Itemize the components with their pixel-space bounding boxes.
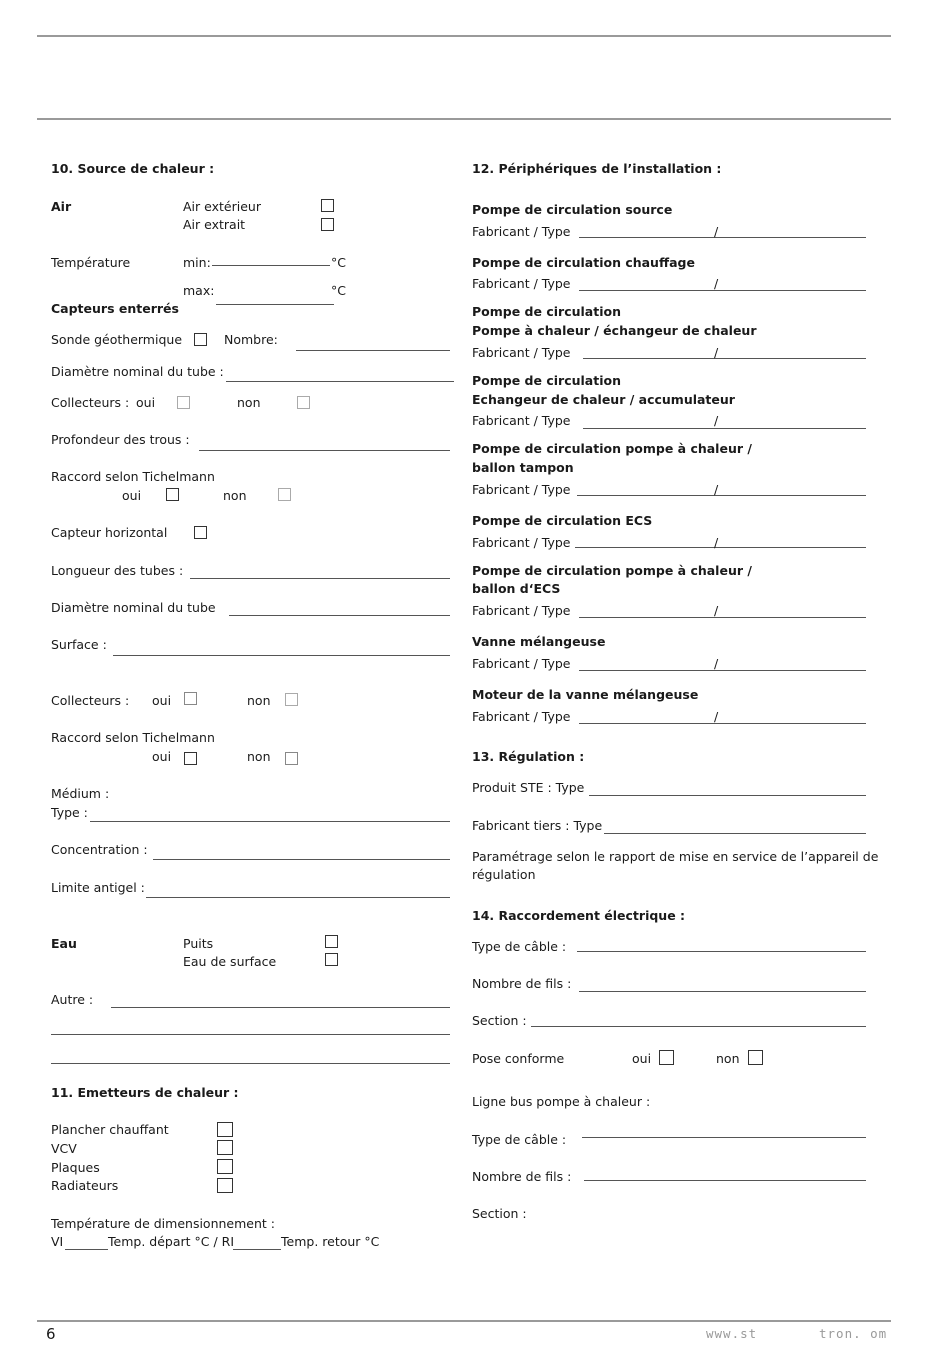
nombre-fils-field[interactable] bbox=[579, 991, 866, 992]
raccord-2-non-checkbox[interactable] bbox=[285, 752, 298, 765]
pose-non-checkbox[interactable] bbox=[748, 1050, 763, 1065]
capteurs-enterres-heading: Capteurs enterrés bbox=[51, 301, 179, 316]
temp-max-field[interactable] bbox=[216, 304, 334, 305]
sonde-label: Sonde géothermique bbox=[51, 332, 183, 347]
type-cable-label: Type de câble : bbox=[472, 939, 567, 954]
section-12-title: 12. Périphériques de l’installation : bbox=[472, 161, 722, 176]
profondeur-field[interactable] bbox=[199, 450, 450, 451]
pompe-ecs-heading: Pompe de circulation ECS bbox=[472, 513, 653, 528]
vanne-melangeuse-slash: / bbox=[714, 656, 719, 671]
pompe-chauffage-field[interactable] bbox=[579, 290, 866, 291]
pompe-tampon-field[interactable] bbox=[577, 495, 866, 496]
raccord-2-oui-checkbox[interactable] bbox=[184, 752, 197, 765]
pompe-tampon-fab-label: Fabricant / Type bbox=[472, 482, 571, 497]
temp-depart-label: Temp. départ °C / RI bbox=[108, 1234, 235, 1249]
temp-min-unit: °C bbox=[331, 255, 346, 270]
pompe-ecs-field[interactable] bbox=[575, 547, 866, 548]
produit-ste-label: Produit STE : Type bbox=[472, 780, 585, 795]
fabricant-tiers-label: Fabricant tiers : Type bbox=[472, 818, 603, 833]
fabricant-tiers-field[interactable] bbox=[604, 833, 866, 834]
pompe-ballon-ecs-slash: / bbox=[714, 603, 719, 618]
pompe-source-heading: Pompe de circulation source bbox=[472, 202, 673, 217]
parametrage-text-1: Paramétrage selon le rapport de mise en service de l’appareil de bbox=[472, 849, 879, 864]
page-number: 6 bbox=[46, 1325, 56, 1343]
pompe-accumulateur-field[interactable] bbox=[583, 428, 866, 429]
pompe-accumulateur-slash: / bbox=[714, 413, 719, 428]
diametre-1-label: Diamètre nominal du tube : bbox=[51, 364, 224, 379]
pompe-echangeur-slash: / bbox=[714, 345, 719, 360]
pompe-chauffage-slash: / bbox=[714, 276, 719, 291]
header-top-rule bbox=[37, 35, 891, 37]
limite-antigel-field[interactable] bbox=[146, 897, 450, 898]
pose-conforme-label: Pose conforme bbox=[472, 1051, 565, 1066]
air-extrait-checkbox[interactable] bbox=[321, 218, 334, 231]
emetteur-vcv-checkbox[interactable] bbox=[217, 1140, 233, 1155]
eau-de-surface-checkbox[interactable] bbox=[325, 953, 338, 966]
raccord-1-oui-checkbox[interactable] bbox=[166, 488, 179, 501]
longueur-field[interactable] bbox=[190, 578, 450, 579]
pompe-tampon-heading-2: ballon tampon bbox=[472, 460, 574, 475]
concentration-label: Concentration : bbox=[51, 842, 148, 857]
pompe-tampon-slash: / bbox=[714, 482, 719, 497]
medium-type-field[interactable] bbox=[90, 821, 450, 822]
collecteurs-2-label: Collecteurs : bbox=[51, 693, 130, 708]
pompe-ballon-ecs-field[interactable] bbox=[579, 617, 866, 618]
air-label: Air bbox=[51, 199, 72, 214]
pompe-ballon-ecs-heading-1: Pompe de circulation pompe à chaleur / bbox=[472, 563, 752, 578]
raccord-1-non-label: non bbox=[223, 488, 247, 503]
collecteurs-2-non-label: non bbox=[247, 693, 271, 708]
pompe-ballon-ecs-fab-label: Fabricant / Type bbox=[472, 603, 571, 618]
pose-oui-checkbox[interactable] bbox=[659, 1050, 674, 1065]
parametrage-text-2: régulation bbox=[472, 867, 536, 882]
pompe-source-field[interactable] bbox=[579, 237, 866, 238]
collecteurs-1-non-checkbox[interactable] bbox=[297, 396, 310, 409]
nombre-field[interactable] bbox=[296, 350, 450, 351]
autre-field-2[interactable] bbox=[51, 1034, 450, 1035]
raccord-2-non-label: non bbox=[247, 749, 271, 764]
pompe-accumulateur-heading-2: Echangeur de chaleur / accumulateur bbox=[472, 392, 735, 407]
surface-label: Surface : bbox=[51, 637, 107, 652]
vanne-melangeuse-heading: Vanne mélangeuse bbox=[472, 634, 606, 649]
collecteurs-2-non-checkbox[interactable] bbox=[285, 693, 298, 706]
collecteurs-1-label: Collecteurs : bbox=[51, 395, 130, 410]
vl-label: VI bbox=[51, 1234, 64, 1249]
vanne-melangeuse-fab-label: Fabricant / Type bbox=[472, 656, 571, 671]
air-extrait-label: Air extrait bbox=[183, 217, 246, 232]
pompe-ecs-slash: / bbox=[714, 535, 719, 550]
section-label: Section : bbox=[472, 1013, 527, 1028]
section-13-title: 13. Régulation : bbox=[472, 749, 585, 764]
limite-antigel-label: Limite antigel : bbox=[51, 880, 145, 895]
pompe-ballon-ecs-heading-2: ballon d‘ECS bbox=[472, 581, 561, 596]
moteur-vanne-slash: / bbox=[714, 709, 719, 724]
emetteur-radiateurs-label: Radiateurs bbox=[51, 1178, 119, 1193]
pompe-accumulateur-heading-1: Pompe de circulation bbox=[472, 373, 621, 388]
ligne-bus-label: Ligne bus pompe à chaleur : bbox=[472, 1094, 651, 1109]
temperature-label: Température bbox=[51, 255, 131, 270]
temp-min-field[interactable] bbox=[212, 265, 330, 266]
section-field[interactable] bbox=[531, 1026, 866, 1027]
moteur-vanne-field[interactable] bbox=[579, 723, 866, 724]
collecteurs-1-non-label: non bbox=[237, 395, 261, 410]
collecteurs-2-oui-label: oui bbox=[152, 693, 172, 708]
diametre-2-label: Diamètre nominal du tube bbox=[51, 600, 216, 615]
moteur-vanne-fab-label: Fabricant / Type bbox=[472, 709, 571, 724]
pompe-echangeur-heading-2: Pompe à chaleur / échangeur de chaleur bbox=[472, 323, 757, 338]
temp-max-label: max: bbox=[183, 283, 215, 298]
air-exterieur-label: Air extérieur bbox=[183, 199, 261, 214]
autre-field-3[interactable] bbox=[51, 1063, 450, 1064]
eau-label: Eau bbox=[51, 936, 77, 951]
type-cable-2-label: Type de câble : bbox=[472, 1132, 567, 1147]
sonde-checkbox[interactable] bbox=[194, 333, 207, 346]
nombre-fils-2-label: Nombre de fils : bbox=[472, 1169, 572, 1184]
capteur-horizontal-checkbox[interactable] bbox=[194, 526, 207, 539]
pompe-ecs-fab-label: Fabricant / Type bbox=[472, 535, 571, 550]
emetteur-plaques-checkbox[interactable] bbox=[217, 1159, 233, 1174]
pompe-echangeur-field[interactable] bbox=[583, 358, 866, 359]
moteur-vanne-heading: Moteur de la vanne mélangeuse bbox=[472, 687, 699, 702]
capteur-horizontal-label: Capteur horizontal bbox=[51, 525, 168, 540]
pose-non-label: non bbox=[716, 1051, 740, 1066]
eau-de-surface-label: Eau de surface bbox=[183, 954, 277, 969]
pompe-source-fab-label: Fabricant / Type bbox=[472, 224, 571, 239]
pompe-source-slash: / bbox=[714, 224, 719, 239]
diametre-1-field[interactable] bbox=[226, 381, 454, 382]
pompe-echangeur-heading-1: Pompe de circulation bbox=[472, 304, 621, 319]
header-bottom-rule bbox=[37, 118, 891, 120]
autre-field-1[interactable] bbox=[111, 1007, 450, 1008]
nombre-fils-2-field[interactable] bbox=[584, 1180, 866, 1181]
footer-url-left: www.st bbox=[706, 1326, 758, 1341]
medium-type-label: Type : bbox=[51, 805, 88, 820]
vanne-melangeuse-field[interactable] bbox=[579, 670, 866, 671]
vl-field[interactable] bbox=[65, 1249, 108, 1250]
raccord-1-non-checkbox[interactable] bbox=[278, 488, 291, 501]
air-exterieur-checkbox[interactable] bbox=[321, 199, 334, 212]
nombre-fils-label: Nombre de fils : bbox=[472, 976, 572, 991]
emetteur-plancher-label: Plancher chauffant bbox=[51, 1122, 169, 1137]
section-2-label: Section : bbox=[472, 1206, 527, 1221]
raccord-2-oui-label: oui bbox=[152, 749, 172, 764]
temp-max-unit: °C bbox=[331, 283, 346, 298]
pompe-accumulateur-fab-label: Fabricant / Type bbox=[472, 413, 571, 428]
raccord-1-label: Raccord selon Tichelmann bbox=[51, 469, 215, 484]
pose-oui-label: oui bbox=[632, 1051, 652, 1066]
pompe-chauffage-fab-label: Fabricant / Type bbox=[472, 276, 571, 291]
longueur-label: Longueur des tubes : bbox=[51, 563, 184, 578]
section-11-title: 11. Emetteurs de chaleur : bbox=[51, 1085, 239, 1100]
pompe-chauffage-heading: Pompe de circulation chauffage bbox=[472, 255, 695, 270]
footer-rule bbox=[37, 1320, 891, 1322]
emetteur-plancher-checkbox[interactable] bbox=[217, 1122, 233, 1137]
temp-retour-label: Temp. retour °C bbox=[281, 1234, 380, 1249]
type-cable-2-field[interactable] bbox=[582, 1137, 866, 1138]
temp-dimensionnement-label: Température de dimensionnement : bbox=[51, 1216, 275, 1231]
section-14-title: 14. Raccordement électrique : bbox=[472, 908, 686, 923]
section-10-title: 10. Source de chaleur : bbox=[51, 161, 215, 176]
autre-label: Autre : bbox=[51, 992, 94, 1007]
concentration-field[interactable] bbox=[153, 859, 450, 860]
collecteurs-1-oui-checkbox[interactable] bbox=[177, 396, 190, 409]
profondeur-label: Profondeur des trous : bbox=[51, 432, 190, 447]
raccord-1-oui-label: oui bbox=[122, 488, 142, 503]
rl-field[interactable] bbox=[233, 1249, 281, 1250]
surface-field[interactable] bbox=[113, 655, 450, 656]
pompe-echangeur-fab-label: Fabricant / Type bbox=[472, 345, 571, 360]
emetteur-radiateurs-checkbox[interactable] bbox=[217, 1178, 233, 1193]
type-cable-field[interactable] bbox=[577, 951, 866, 952]
raccord-2-label: Raccord selon Tichelmann bbox=[51, 730, 215, 745]
collecteurs-1-oui-label: oui bbox=[136, 395, 156, 410]
produit-ste-field[interactable] bbox=[589, 795, 866, 796]
diametre-2-field[interactable] bbox=[229, 615, 450, 616]
footer-url-right: tron. om bbox=[819, 1326, 888, 1341]
emetteur-vcv-label: VCV bbox=[51, 1141, 77, 1156]
nombre-label: Nombre: bbox=[224, 332, 278, 347]
pompe-tampon-heading-1: Pompe de circulation pompe à chaleur / bbox=[472, 441, 752, 456]
puits-checkbox[interactable] bbox=[325, 935, 338, 948]
temp-min-label: min: bbox=[183, 255, 211, 270]
collecteurs-2-oui-checkbox[interactable] bbox=[184, 692, 197, 705]
medium-label: Médium : bbox=[51, 786, 110, 801]
emetteur-plaques-label: Plaques bbox=[51, 1160, 100, 1175]
puits-label: Puits bbox=[183, 936, 214, 951]
